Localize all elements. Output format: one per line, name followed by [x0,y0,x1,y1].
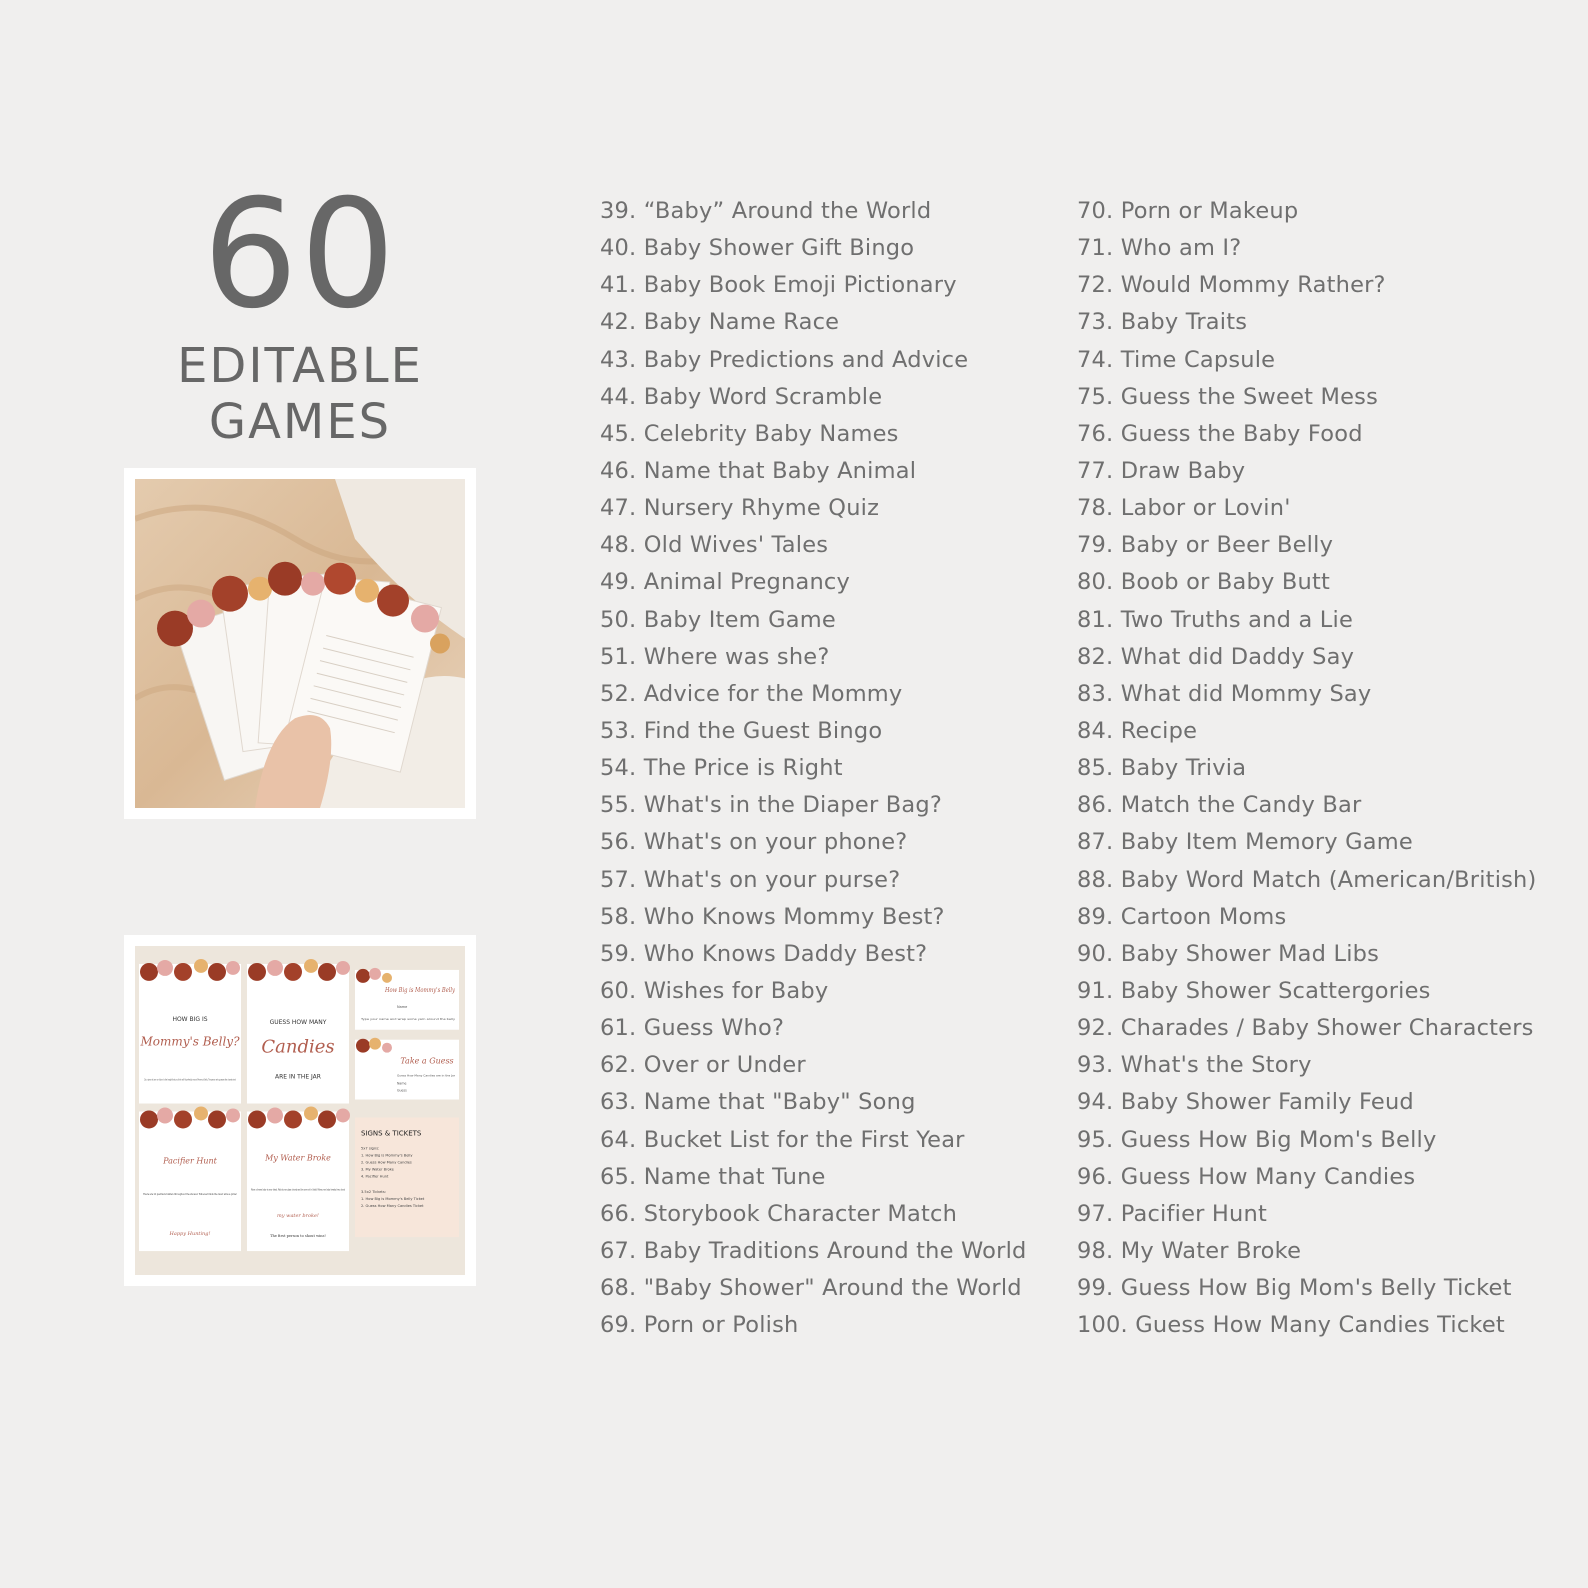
hero-subtitle: EDITABLE GAMES [177,338,423,450]
game-list-item: 79. Baby or Beer Belly [1077,532,1334,559]
game-list-item: 65. Name that Tune [600,1163,826,1190]
game-list-item: 97. Pacifier Hunt [1077,1200,1267,1227]
game-list-item: 91. Baby Shower Scattergories [1077,977,1431,1004]
game-list-item: 55. What's in the Diaper Bag? [600,792,942,819]
water-card-emph: my water broke! [277,1213,319,1220]
game-list-item: 59. Who Knows Daddy Best? [600,940,928,967]
game-list-item: 92. Charades / Baby Shower Characters [1077,1015,1534,1042]
game-list-item: 95. Guess How Big Mom's Belly [1077,1126,1437,1153]
game-list-item: 86. Match the Candy Bar [1077,792,1362,819]
game-list-item: 71. Who am I? [1077,235,1242,262]
game-list-item: 63. Name that "Baby" Song [600,1089,916,1116]
game-list-item: 48. Old Wives' Tales [600,532,829,559]
game-list-item: 51. Where was she? [600,643,830,670]
game-list-item: 58. Who Knows Mommy Best? [600,903,945,930]
ticket-guess-line1: Guess How Many Candies are in the Jar [397,1073,456,1078]
game-list-item: 82. What did Daddy Say [1077,643,1355,670]
ticket-guess-line2: Name [397,1081,407,1086]
signs-line-2: 1. How Big is Mommy's Belly [361,1153,413,1158]
game-list-item: 77. Draw Baby [1077,457,1246,484]
game-list-item: 52. Advice for the Mommy [600,680,903,707]
game-list-item: 90. Baby Shower Mad Libs [1077,940,1380,967]
game-list-item: 74. Time Capsule [1077,346,1276,373]
game-list-item: 73. Baby Traits [1077,309,1248,336]
game-list-item: 98. My Water Broke [1077,1237,1302,1264]
game-list-item: 54. The Price is Right [600,755,843,782]
candies-card-line1: GUESS HOW MANY [269,1018,327,1026]
games-list-right [1077,193,1577,1344]
game-list-item: 76. Guess the Baby Food [1077,420,1363,447]
game-list-item: 85. Baby Trivia [1077,755,1247,782]
game-list-item: 47. Nursery Rhyme Quiz [600,495,880,522]
ticket-belly-line1: Name [397,1004,408,1009]
game-list-item: 67. Baby Traditions Around the World [600,1237,1027,1264]
game-list-item: 88. Baby Word Match (American/British) [1077,866,1537,893]
game-list-item: 57. What's on your purse? [600,866,901,893]
game-list-item: 70. Porn or Makeup [1077,198,1299,224]
game-list-item: 89. Cartoon Moms [1077,903,1287,930]
signs-line-5: 4. Pacifier Hunt [361,1174,389,1179]
game-list-item: 87. Baby Item Memory Game [1077,829,1413,856]
ticket-guess-line3: Guess [397,1088,407,1093]
pacifier-card-script: Pacifier Hunt [163,1156,217,1166]
photo-frame-bottom [124,935,476,1286]
ticket-belly-line2: Type your name and wrap some yarn around the belly [361,1017,456,1021]
game-list-item: 75. Guess the Sweet Mess [1077,383,1378,410]
belly-card-script: Mommy's Belly? [140,1034,240,1049]
signs-line-9: 2. Guess How Many Candies Ticket [361,1204,424,1209]
game-list-item: 50. Baby Item Game [600,606,836,633]
pacifier-card-text: There are 22 pacifiers hidden throughout the shower. Whoever finds the most wins a prize! [143,1192,237,1197]
belly-card-caption: Cut a piece of yarn or ribbon to the length that you think will fit perfectly around Mommy's Belly. The person who guesses the closest wins! [144,1078,236,1082]
water-card-footer: The first person to shout wins! [270,1234,326,1239]
game-list-item: 53. Find the Guest Bingo [600,717,883,744]
game-list-item: 100. Guess How Many Candies Ticket [1077,1312,1505,1339]
signs-line-7: 3.5x2 Tickets: [361,1190,386,1195]
cards-in-hand-photo [135,479,465,808]
water-card-script: My Water Broke [265,1153,331,1163]
signs-line-1: 5x7 signs: [361,1146,380,1151]
game-list-item: 41. Baby Book Emoji Pictionary [600,272,957,299]
pacifier-card-footer: Happy Hunting! [169,1231,211,1238]
game-list-item: 62. Over or Under [600,1052,806,1079]
game-list-item: 72. Would Mommy Rather? [1077,272,1386,299]
game-list-item: 69. Porn or Polish [600,1312,799,1339]
game-list-item: 94. Baby Shower Family Feud [1077,1089,1414,1116]
game-list-item: 43. Baby Predictions and Advice [600,346,969,373]
game-list-item: 81. Two Truths and a Lie [1077,606,1354,633]
game-list-item: 61. Guess Who? [600,1015,785,1042]
photo-frame-top [124,468,476,819]
signs-tickets-title: SIGNS & TICKETS [361,1129,422,1138]
game-list-item: 40. Baby Shower Gift Bingo [600,235,915,262]
games-list-left [600,193,1040,1344]
game-list-item: 99. Guess How Big Mom's Belly Ticket [1077,1275,1512,1302]
game-list-item: 96. Guess How Many Candies [1077,1163,1416,1190]
ticket-belly-script: How Big is Mommy's Belly [384,986,456,994]
game-list-item: 45. Celebrity Baby Names [600,420,899,447]
game-list-item: 84. Recipe [1077,717,1198,744]
game-list-item: 46. Name that Baby Animal [600,457,917,484]
game-list-item: 56. What's on your phone? [600,829,908,856]
game-list-item: 44. Baby Word Scramble [600,383,883,410]
game-list-item: 93. What's the Story [1077,1052,1312,1079]
game-list-item: 60. Wishes for Baby [600,977,829,1004]
candies-card-script: Candies [261,1036,335,1058]
game-list-item: 80. Boob or Baby Butt [1077,569,1331,596]
belly-card-line1: HOW BIG IS [172,1015,208,1023]
ticket-guess-script: Take a Guess [400,1056,454,1066]
game-list-item: 78. Labor or Lovin' [1077,495,1291,522]
signs-line-8: 1. How Big is Mommy's Belly Ticket [361,1197,425,1202]
game-list-item: 39. “Baby” Around the World [600,198,932,224]
signs-line-4: 3. My Water Broke [361,1167,394,1172]
signs-line-3: 2. Guess How Many Candies [361,1160,412,1165]
game-list-item: 49. Animal Pregnancy [600,569,850,596]
water-card-text: Place a frozen baby in your drink. Watch your glass closely and be sure not to blink! When your baby breaks free, shout [251,1187,346,1192]
game-list-item: 42. Baby Name Race [600,309,840,336]
printables-collage-photo [135,946,465,1275]
candies-card-line2: ARE IN THE JAR [275,1073,321,1081]
game-list-item: 68. "Baby Shower" Around the World [600,1275,1022,1302]
game-list-item: 66. Storybook Character Match [600,1200,958,1227]
game-list-item: 64. Bucket List for the First Year [600,1126,965,1153]
game-list-item: 83. What did Mommy Say [1077,680,1372,707]
hero-number: 60 [202,168,398,342]
